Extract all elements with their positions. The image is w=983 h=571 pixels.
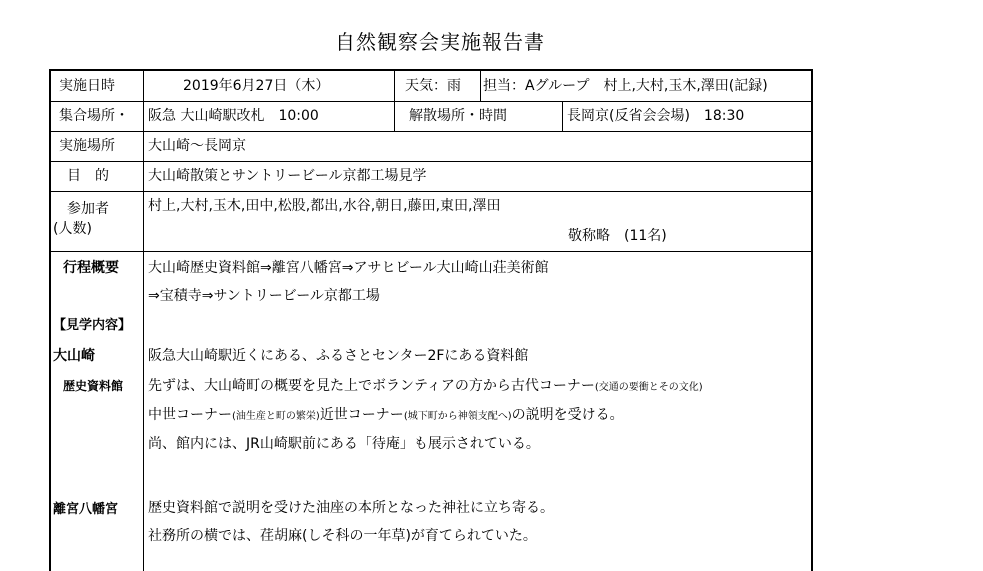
museum-line-3-end: の説明を受ける。 [511, 407, 624, 423]
participants-label: 参加者 [67, 201, 109, 217]
date-label: 実施日時 [59, 78, 115, 94]
shrine-line-2: 社務所の横では、荏胡麻(しそ科の一年草)が育てられていた。 [148, 528, 537, 544]
row-divider [51, 101, 811, 102]
page-title: 自然観察会実施報告書 [335, 30, 545, 54]
early-modern-corner-note: (城下町から神領支配へ) [403, 411, 512, 422]
participants-value: 村上,大村,玉木,田中,松股,都出,水谷,朝日,藤田,東田,澤田 [148, 198, 501, 214]
column-divider [480, 71, 481, 101]
row-divider [51, 131, 811, 132]
itinerary-label: 行程概要 [63, 260, 119, 276]
row-divider [51, 251, 811, 252]
dismissal-value: 長岡京(反省会会場) 18:30 [567, 108, 745, 124]
section-header: 【見学内容】 [53, 318, 132, 333]
museum-line-1: 阪急大山崎駅近くにある、ふるさとセンター2Fにある資料館 [148, 348, 529, 364]
museum-line-4: 尚、館内には、JR山崎駅前にある「待庵」も展示されている。 [148, 436, 540, 452]
purpose-value: 大山崎散策とサントリービール京都工場見学 [148, 168, 427, 184]
museum-line-3 [148, 406, 624, 426]
meeting-place-value: 阪急 大山崎駅改札 10:00 [148, 108, 319, 124]
museum-line-2-main: 先ずは、大山崎町の概要を見た上でボランティアの方から古代コーナー [148, 378, 595, 394]
medieval-corner-note: (油生産と町の繁栄) [232, 411, 320, 422]
dismissal-label: 解散場所・時間 [409, 108, 507, 124]
shrine-line-1: 歴史資料館で説明を受けた油座の本所となった神社に立ち寄る。 [148, 500, 554, 516]
row-divider [51, 191, 811, 192]
report-table [49, 69, 813, 571]
shrine-label: 離宮八幡宮 [53, 502, 119, 517]
venue-label: 実施場所 [59, 138, 115, 154]
participants-count-label: (人数) [53, 221, 92, 237]
venue-value: 大山崎～長岡京 [148, 138, 246, 154]
column-divider [562, 101, 563, 131]
participants-note: 敬称略 (11名) [568, 228, 667, 244]
column-divider [394, 71, 395, 131]
early-modern-corner: 近世コーナー [319, 407, 404, 423]
label-column-divider [143, 71, 144, 571]
museum-line-2 [148, 377, 703, 397]
itinerary-line-1: 大山崎歴史資料館⇒離宮八幡宮⇒アサヒビール大山崎山荘美術館 [148, 260, 549, 276]
museum-label-2: 歴史資料館 [63, 379, 124, 393]
weather-value: 天気：雨 [405, 78, 461, 94]
museum-line-2-note: (交通の要衝とその文化) [594, 382, 703, 393]
itinerary-line-2: ⇒宝積寺⇒サントリービール京都工場 [148, 288, 380, 304]
date-value: 2019年6月27日（木） [183, 78, 330, 94]
museum-label: 大山崎 [53, 348, 95, 364]
purpose-label: 目 的 [67, 168, 109, 184]
row-divider [51, 161, 811, 162]
charge-value: 担当：Aグループ 村上,大村,玉木,澤田(記録) [483, 78, 768, 94]
meeting-place-label: 集合場所・ [59, 108, 129, 124]
medieval-corner: 中世コーナー [148, 407, 232, 423]
